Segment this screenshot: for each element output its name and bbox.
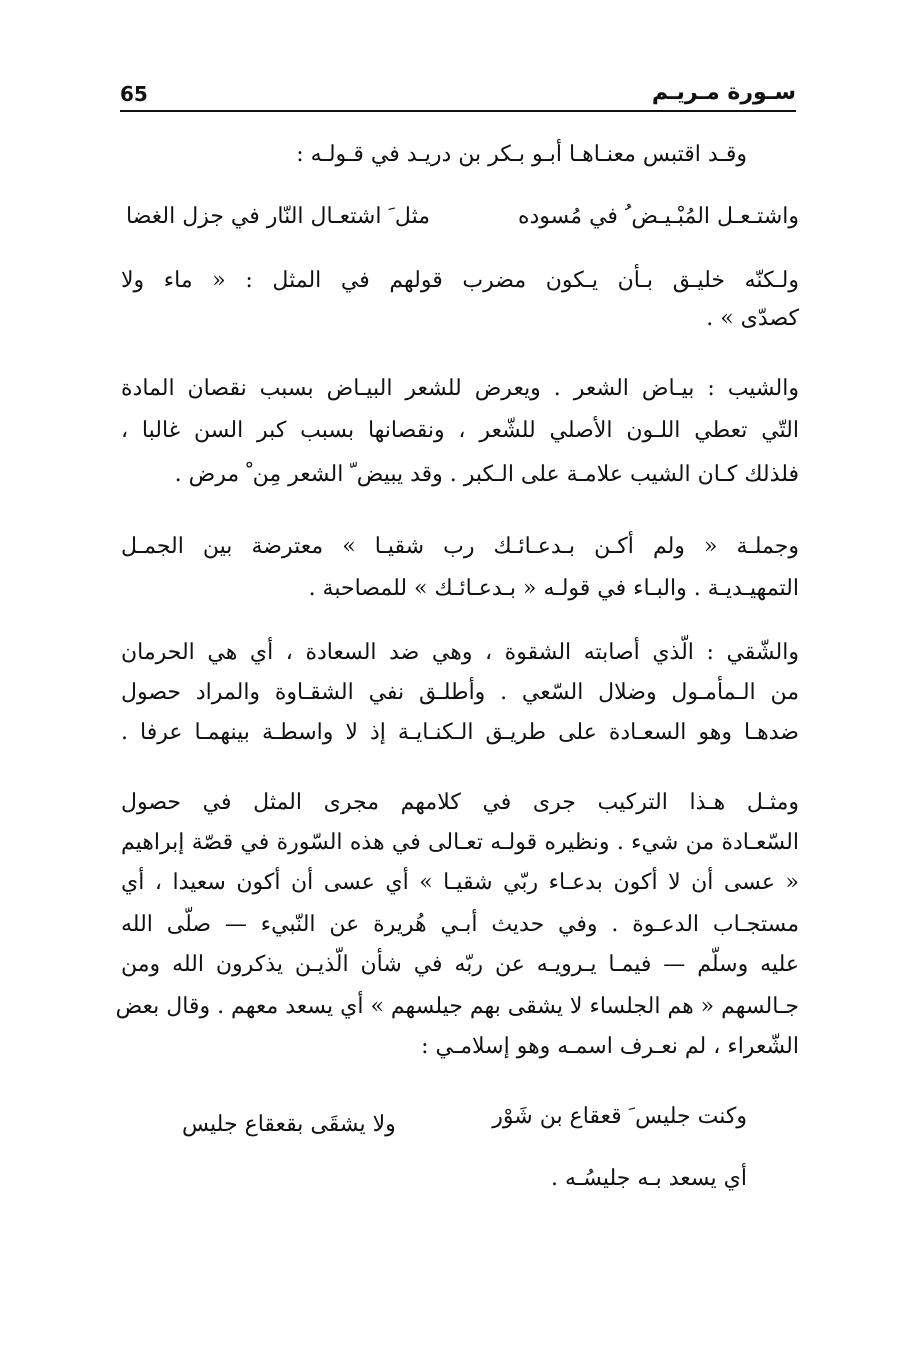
para5-line-2: السّعـادة من شيء . ونظيره قولـه تعـالى في هذه السّورة في قصّة إبراهيم [121, 830, 799, 855]
para1-line-2: كصدّى » . [706, 306, 799, 331]
para5-line-1: ومثـل هـذا التركيب جرى في كلامهم مجرى المثل في حصول [121, 790, 799, 815]
verse1-left-hemistich: مثل َ اشتعـال النّار في جزل الغضا [126, 204, 430, 229]
para3-line-1: وجملـة « ولم أكـن بـدعـائـك رب شقيـا » معترضة بين الجمـل [121, 534, 799, 559]
para5-line-3: « عسى أن لا أكون بدعـاء ربّي شقيـا » أي عسى أن أكون سعيدا ، أي [121, 870, 799, 895]
para2-line-3: فلذلك كـان الشيب علامـة على الـكبر . وقد يبيض ّ الشعر مِن ْ مرض . [174, 462, 799, 487]
para4-line-2: من الـمأمـول وضلال السّعي . وأطلـق نفي الشقـاوة والمراد حصول [121, 680, 799, 705]
para4-line-1: والشّقي : الّذي أصابته الشقوة ، وهي ضد السعادة ، أي هي الحرمان [121, 640, 799, 665]
intro-line: وقـد اقتبس معنـاهـا أبـو بـكر بن دريـد في قـولـه : [296, 142, 747, 167]
para5-line-7: الشّعراء ، لم نعـرف اسمـه وهو إسلامـي : [421, 1034, 799, 1059]
para3-line-2: التمهيـديـة . والبـاء في قولـه « بـدعـائـك » للمصاحبة . [308, 576, 799, 601]
chapter-title: سـورة مـريـم [651, 80, 796, 105]
verse1-right-hemistich: واشتـعـل المُبْـيـض ُ في مُسوده [517, 204, 799, 229]
para2-line-2: التّي تعطي اللـون الأصلي للشّعر ، ونقصانها بسبب كبر السن غالبا ، [121, 418, 799, 443]
closing-line: أي يسعد بـه جليسُـه . [551, 1166, 747, 1191]
verse2-left-hemistich: ولا يشقَى بقعقاع جليس [182, 1112, 396, 1137]
para5-line-6: جـالسهم « هم الجلساء لا يشقى بهم جيلسهم » أي يسعد معهم . وقال بعض [115, 994, 799, 1019]
para1-line-1: ولـكنّه خليـق بـأن يـكون مضرب قولهم في المثل : « ماء ولا [121, 268, 799, 293]
verse2-right-hemistich: وكنت جليس َ قعقاع بن شَوْر [492, 1104, 747, 1129]
page-header [120, 80, 796, 112]
page-number: 65 [120, 82, 148, 106]
para4-line-3: ضدهـا وهو السعـادة على طريـق الـكنـايـة إذ لا واسطـة بينهمـا عرفا . [121, 720, 799, 745]
para5-line-5: عليه وسلّم — فيمـا يـرويـه عن ربّه في شأن الّذيـن يذكرون الله ومن [121, 952, 799, 977]
para2-line-1: والشيب : بيـاض الشعر . ويعرض للشعر البيـاض بسبب نقصان المادة [121, 376, 799, 401]
para5-line-4: مستجـاب الدعـوة . وفي حديث أبـي هُريرة عن النّبيء — صلّى الله [121, 912, 799, 937]
